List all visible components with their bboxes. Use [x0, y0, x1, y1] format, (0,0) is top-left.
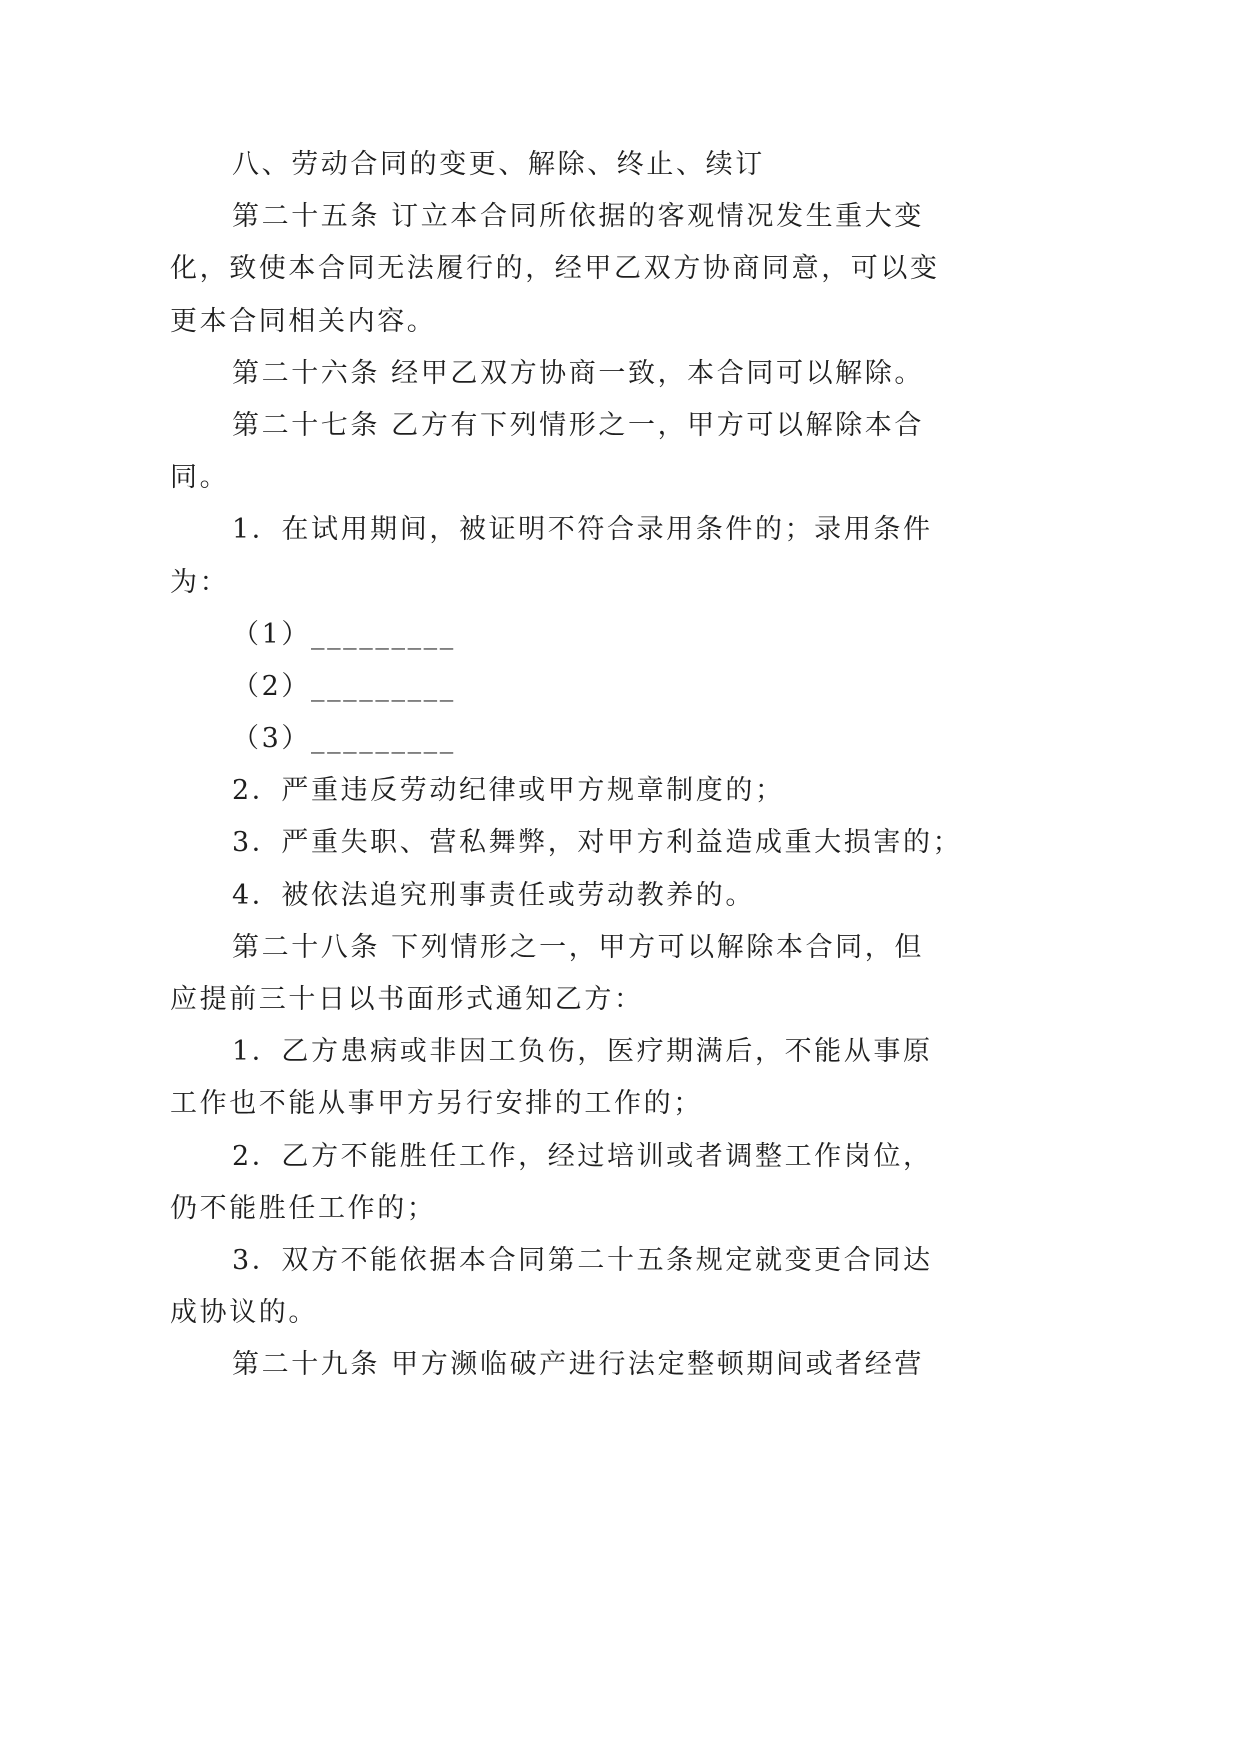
text-line: 工作也不能从事甲方另行安排的工作的； — [170, 1088, 703, 1120]
text-line: 2．严重违反劳动纪律或甲方规章制度的； — [232, 775, 785, 807]
text-line: 第二十七条 乙方有下列情形之一，甲方可以解除本合 — [232, 409, 924, 441]
text-line: 第二十五条 订立本合同所依据的客观情况发生重大变 — [232, 201, 924, 233]
blank-item: （1）_________ — [232, 618, 456, 650]
text-line: 第二十八条 下列情形之一，甲方可以解除本合同，但 — [232, 931, 924, 963]
text-line: 应提前三十日以书面形式通知乙方： — [170, 984, 644, 1015]
blank-item: （3）_________ — [232, 723, 456, 755]
text-line: 2．乙方不能胜任工作，经过培训或者调整工作岗位， — [232, 1140, 933, 1172]
text-line: 第二十九条 甲方濒临破产进行法定整顿期间或者经营 — [232, 1349, 924, 1381]
text-line: 仍不能胜任工作的； — [170, 1192, 437, 1224]
text-line: 为： — [170, 566, 230, 598]
text-line: 化，致使本合同无法履行的，经甲乙双方协商同意，可以变 — [170, 253, 940, 285]
section-heading: 八、劳动合同的变更、解除、终止、续订 — [232, 149, 765, 180]
text-line: 更本合同相关内容。 — [170, 305, 437, 337]
text-line: 1．在试用期间，被证明不符合录用条件的；录用条件 — [232, 514, 933, 546]
text-line: 4．被依法追究刑事责任或劳动教养的。 — [232, 879, 755, 911]
blank-item: （2）_________ — [232, 670, 456, 702]
text-line: 3．严重失职、营私舞弊，对甲方利益造成重大损害的； — [232, 827, 963, 859]
text-line: 成协议的。 — [170, 1297, 318, 1329]
text-line: 3．双方不能依据本合同第二十五条规定就变更合同达 — [232, 1244, 933, 1276]
text-line: 第二十六条 经甲乙双方协商一致，本合同可以解除。 — [232, 357, 924, 389]
text-line: 1．乙方患病或非因工负伤，医疗期满后，不能从事原 — [232, 1036, 933, 1068]
document-body — [170, 139, 1070, 1392]
text-line: 同。 — [170, 462, 230, 494]
